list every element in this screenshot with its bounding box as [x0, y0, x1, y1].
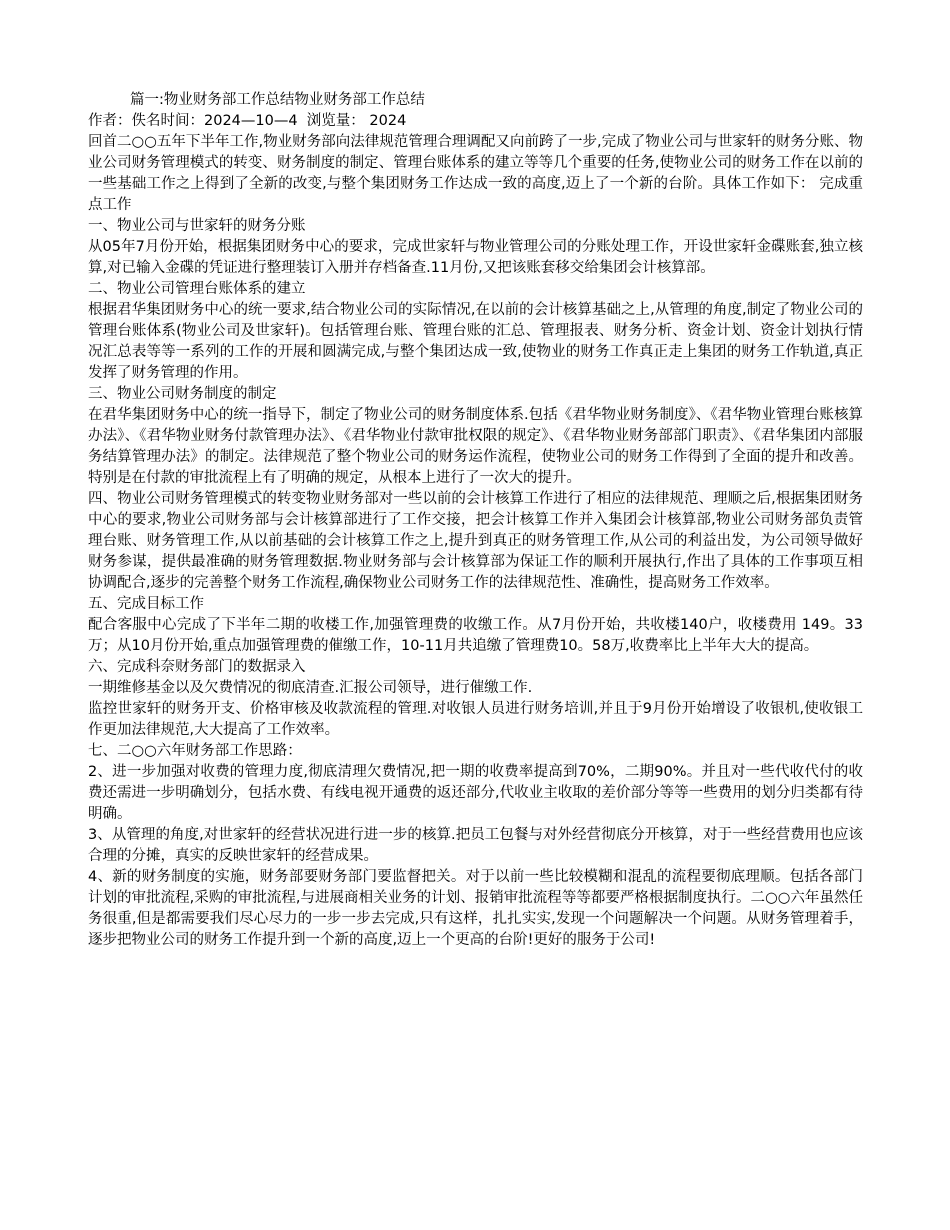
document-title: 篇一:物业财务部工作总结物业财务部工作总结: [130, 92, 425, 108]
section-7-paragraph-3: 4、新的财务制度的实施，财务部要财务部门要监督把关。对于以前一些比较模糊和混乱的流程要彻底理顺。包括各部门计划的审批流程,采购的审批流程,与进展商相关业务的计划、报销审批流程等等都要严格根据制度执行。二○○六年虽然任务很重,但是都需要我们尽心尽力的一步一步去完成,只有这样，扎扎实实,发现一个问题解决一个问题。从财务管理着手，逐步把物业公司的财务工作提升到一个新的高度,迈上一个更高的台阶!更好的服务于公司!: [88, 869, 863, 948]
document-meta: 作者：佚名时间：2024—10—4 浏览量： 2024: [88, 113, 407, 129]
section-3-paragraph-2: 四、物业公司财务管理模式的转变物业财务部对一些以前的会计核算工作进行了相应的法律规范、理顺之后,根据集团财务中心的要求,物业公司财务部与会计核算部进行了工作交接，把会计核算工作并入集团会计核算部,物业公司财务部负责管理台账、财务管理工作,从以前基础的会计核算工作之上,提升到真正的财务管理工作,从公司的利益出发，为公司领导做好财务参谋，提供最准确的财务管理数据.物业财务部与会计核算部为保证工作的顺利开展执行,作出了具体的工作事项互相协调配合,逐步的完善整个财务工作流程,确保物业公司财务工作的法律规范性、准确性，提高财务工作效率。: [88, 491, 863, 591]
section-6-paragraph-2: 监控世家轩的财务开支、价格审核及收款流程的管理.对收银人员进行财务培训,并且于9月份开始增设了收银机,使收银工作更加法律规范,大大提高了工作效率。: [88, 701, 863, 738]
section-heading-7: 七、二○○六年财务部工作思路：: [88, 743, 302, 759]
section-2-paragraph-1: 根据君华集团财务中心的统一要求,结合物业公司的实际情况,在以前的会计核算基础之上,从管理的角度,制定了物业公司的管理台账体系(物业公司及世家轩)。包括管理台账、管理台账的汇总、管理报表、财务分析、资金计划、资金计划执行情况汇总表等等一系列的工作的开展和圆满完成,与整个集团达成一致,使物业的财务工作真正走上集团的财务工作轨道,真正发挥了财务管理的作用。: [88, 302, 863, 381]
section-1-paragraph-1: 从05年7月份开始，根据集团财务中心的要求，完成世家轩与物业管理公司的分账处理工作，开设世家轩金碟账套,独立核算,对已输入金碟的凭证进行整理装订入册并存档备查.11月份,又把该账套移交给集团会计核算部。: [88, 239, 863, 276]
section-6-paragraph-1: 一期维修基金以及欠费情况的彻底清查.汇报公司领导，进行催缴工作.: [88, 680, 533, 696]
section-heading-5: 五、完成目标工作: [88, 596, 204, 612]
section-heading-1: 一、物业公司与世家轩的财务分账: [88, 218, 306, 234]
section-7-paragraph-1: 2、进一步加强对收费的管理力度,彻底清理欠费情况,把一期的收费率提高到70%，二期90%。并且对一些代收代付的收费还需进一步明确划分，包括水费、有线电视开通费的返还部分,代收业主收取的差价部分等等一些费用的划分归类都有待明确。: [88, 764, 863, 822]
section-heading-2: 二、物业公司管理台账体系的建立: [88, 281, 306, 297]
section-heading-3: 三、物业公司财务制度的制定: [88, 386, 277, 402]
intro-paragraph: 回首二○○五年下半年工作,物业财务部向法律规范管理合理调配又向前跨了一步,完成了物业公司与世家轩的财务分账、物业公司财务管理模式的转变、财务制度的制定、管理台账体系的建立等等几个重要的任务,使物业公司的财务工作在以前的一些基础工作之上得到了全新的改变,与整个集团财务工作达成一致的高度,迈上了一个新的台阶。具体工作如下： 完成重点工作: [88, 134, 863, 213]
document-page: [88, 90, 863, 951]
section-heading-6: 六、完成科奈财务部门的数据录入: [88, 659, 306, 675]
section-3-paragraph-1: 在君华集团财务中心的统一指导下，制定了物业公司的财务制度体系.包括《君华物业财务制度》、《君华物业管理台账核算办法》、《君华物业财务付款管理办法》、《君华物业付款审批权限的规定》、《君华物业财务部部门职责》、《君华集团内部服务结算管理办法》的制定。法律规范了整个物业公司的财务运作流程，使物业公司的财务工作得到了全面的提升和改善。特别是在付款的审批流程上有了明确的规定，从根本上进行了一次大的提升。: [88, 407, 863, 486]
section-5-paragraph-1: 配合客服中心完成了下半年二期的收楼工作,加强管理费的收缴工作。从7月份开始，共收楼140户，收楼费用 149。33 万；从10月份开始,重点加强管理费的催缴工作，10-11月共追缴了管理费10。58万,收费率比上半年大大的提高。: [88, 617, 863, 654]
section-7-paragraph-2: 3、从管理的角度,对世家轩的经营状况进行进一步的核算.把员工包餐与对外经营彻底分开核算，对于一些经营费用也应该合理的分摊，真实的反映世家轩的经营成果。: [88, 827, 863, 864]
